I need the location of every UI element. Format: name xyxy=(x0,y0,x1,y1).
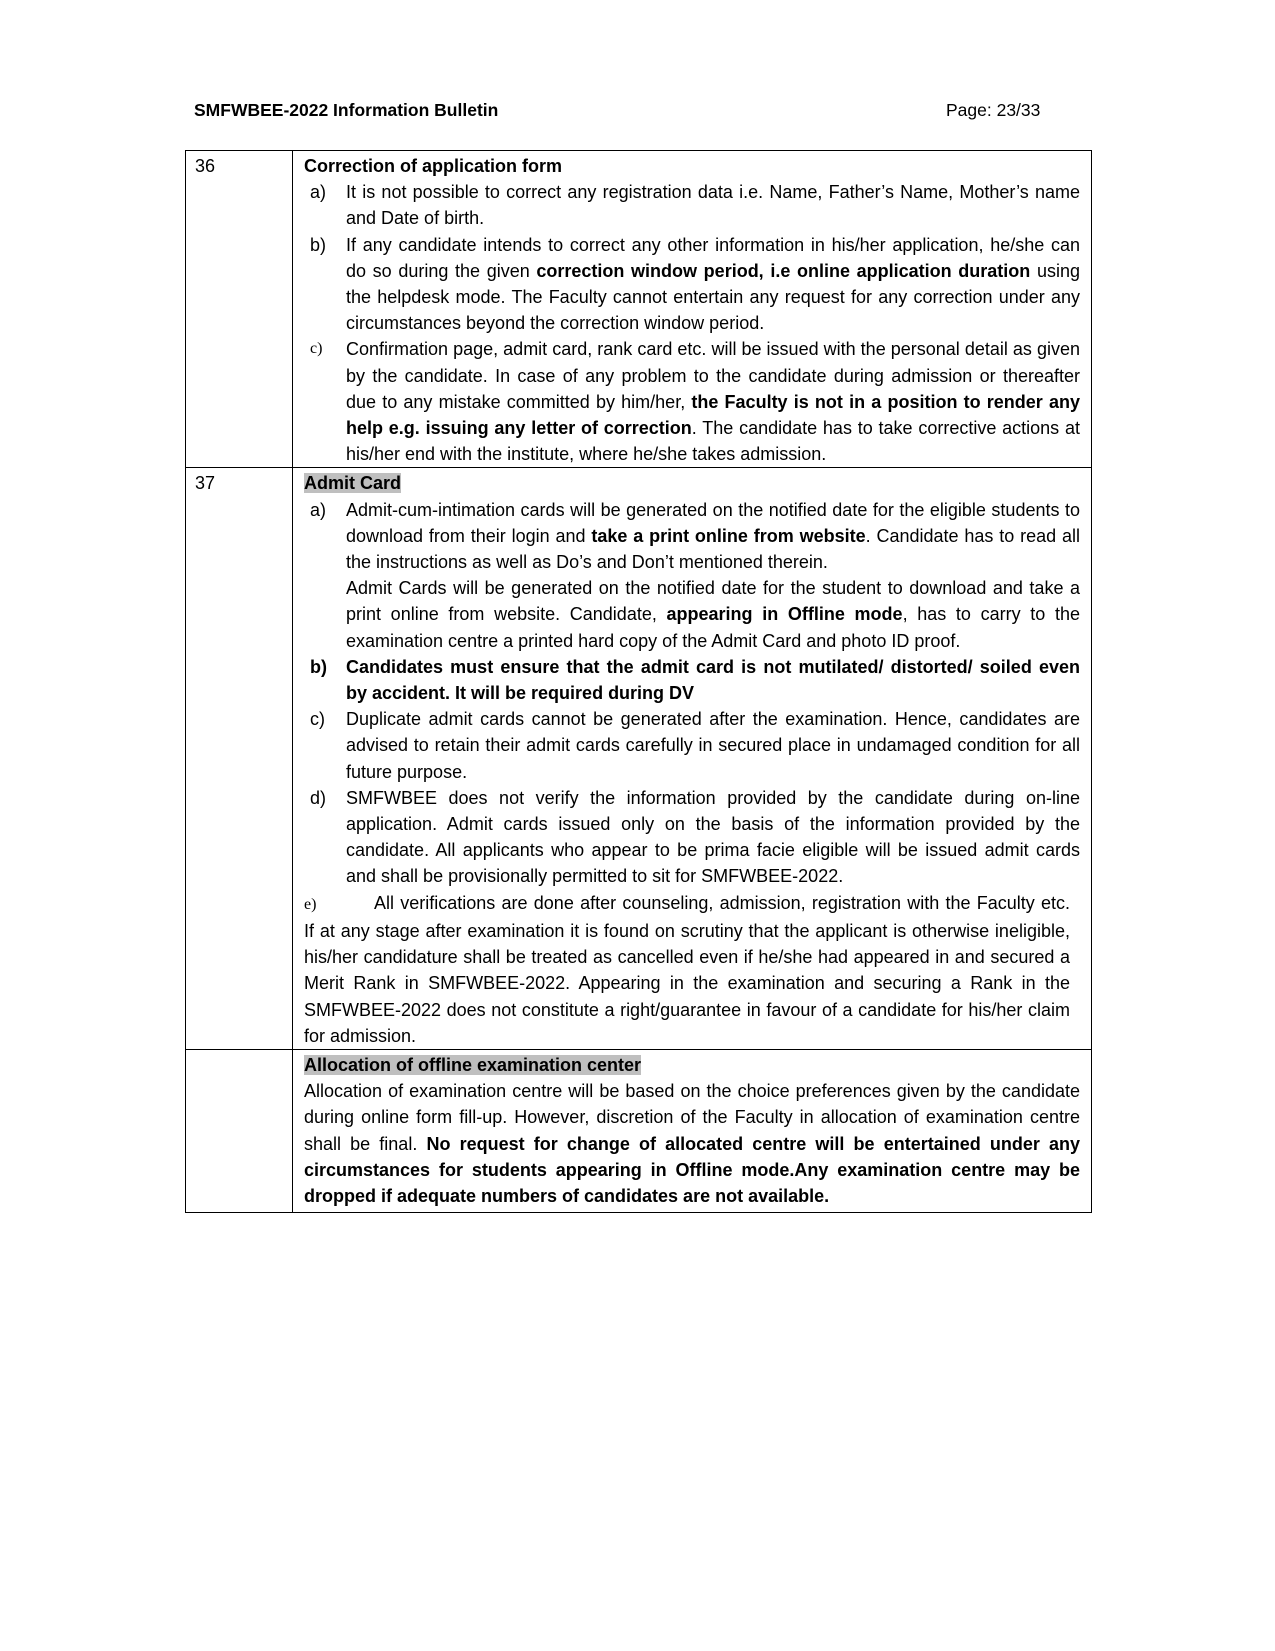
page-number: Page: 23/33 xyxy=(946,100,1041,120)
list-item: b) Candidates must ensure that the admit card is not mutilated/ distorted/ soiled even by accident. It will be required during DV xyxy=(310,656,1080,704)
section-title: Correction of application form xyxy=(304,156,563,176)
section-number: 37 xyxy=(186,468,293,1049)
section-body xyxy=(293,468,1092,1049)
list-item: c) Confirmation page, admit card, rank card etc. will be issued with the personal detail as given by the candidate. In case of any problem to the candidate during admission or thereafter due to any mistake committed by him/her, the Faculty is not in a position to render any help e.g. issuing any letter of correction. The candidate has to take corrective actions at his/her end with the institute, where he/she takes admission. xyxy=(310,339,1080,465)
page-header xyxy=(194,100,1047,126)
table-row xyxy=(186,151,1092,468)
document-title: SMFWBEE-2022 Information Bulletin xyxy=(194,100,499,120)
section-number xyxy=(186,1049,293,1212)
table-row xyxy=(186,1049,1092,1212)
section-title: Allocation of offline examination center xyxy=(304,1054,642,1075)
list-item: b) If any candidate intends to correct any other information in his/her application, he/she can do so during the given correction window period, i.e online application duration using the helpdesk mode. The Faculty cannot entertain any request for any correction under any circumstances beyond the correction window period. xyxy=(310,234,1080,334)
section-number: 36 xyxy=(186,151,293,468)
list-item: e) All verifications are done after counseling, admission, registration with the Faculty etc. If at any stage after examination it is found on scrutiny that the applicant is otherwise ineligible, his/her candidature shall be treated as cancelled even if he/she had appeared in and secured a Merit Rank in SMFWBEE-2022. Appearing in the examination and securing a Rank in the SMFWBEE-2022 does not constitute a right/guarantee in favour of a candidate for his/her claim for admission. xyxy=(304,892,1070,1046)
section-body xyxy=(293,151,1092,468)
list-item-continuation: Admit Cards will be generated on the notified date for the student to download and take a print online from website. Candidate, appearing in Offline mode, has to carry to the examination centre a printed hard copy of the Admit Card and photo ID proof. xyxy=(346,578,1080,651)
list-item: a) It is not possible to correct any registration data i.e. Name, Father’s Name, Mother’s name and Date of birth. xyxy=(310,182,1080,229)
table-row xyxy=(186,468,1092,1049)
list-item: c) Duplicate admit cards cannot be generated after the examination. Hence, candidates are advised to retain their admit cards carefully in secured place in undamaged condition for all future purpose. xyxy=(310,709,1080,782)
paragraph: Allocation of examination centre will be based on the choice preferences given by the candidate during online form fill-up. However, discretion of the Faculty in allocation of examination centre shall be final. No request for change of allocated centre will be entertained under any circumstances for students appearing in Offline mode.Any examination centre may be dropped if adequate numbers of candidates are not available. xyxy=(304,1081,1080,1206)
list-item: a) Admit-cum-intimation cards will be generated on the notified date for the eligible students to download from their login and take a print online from website. Candidate has to read all the instructions as well as Do’s and Don’t mentioned therein. xyxy=(310,499,1080,573)
section-body xyxy=(293,1049,1092,1212)
section-title: Admit Card xyxy=(304,473,402,494)
rules-table xyxy=(185,150,1092,1213)
list-item: d) SMFWBEE does not verify the information provided by the candidate during on-line application. Admit cards issued only on the basis of the information provided by the candidate. All applicants who appear to be prima facie eligible will be issued admit cards and shall be provisionally permitted to sit for SMFWBEE-2022. xyxy=(310,787,1080,887)
